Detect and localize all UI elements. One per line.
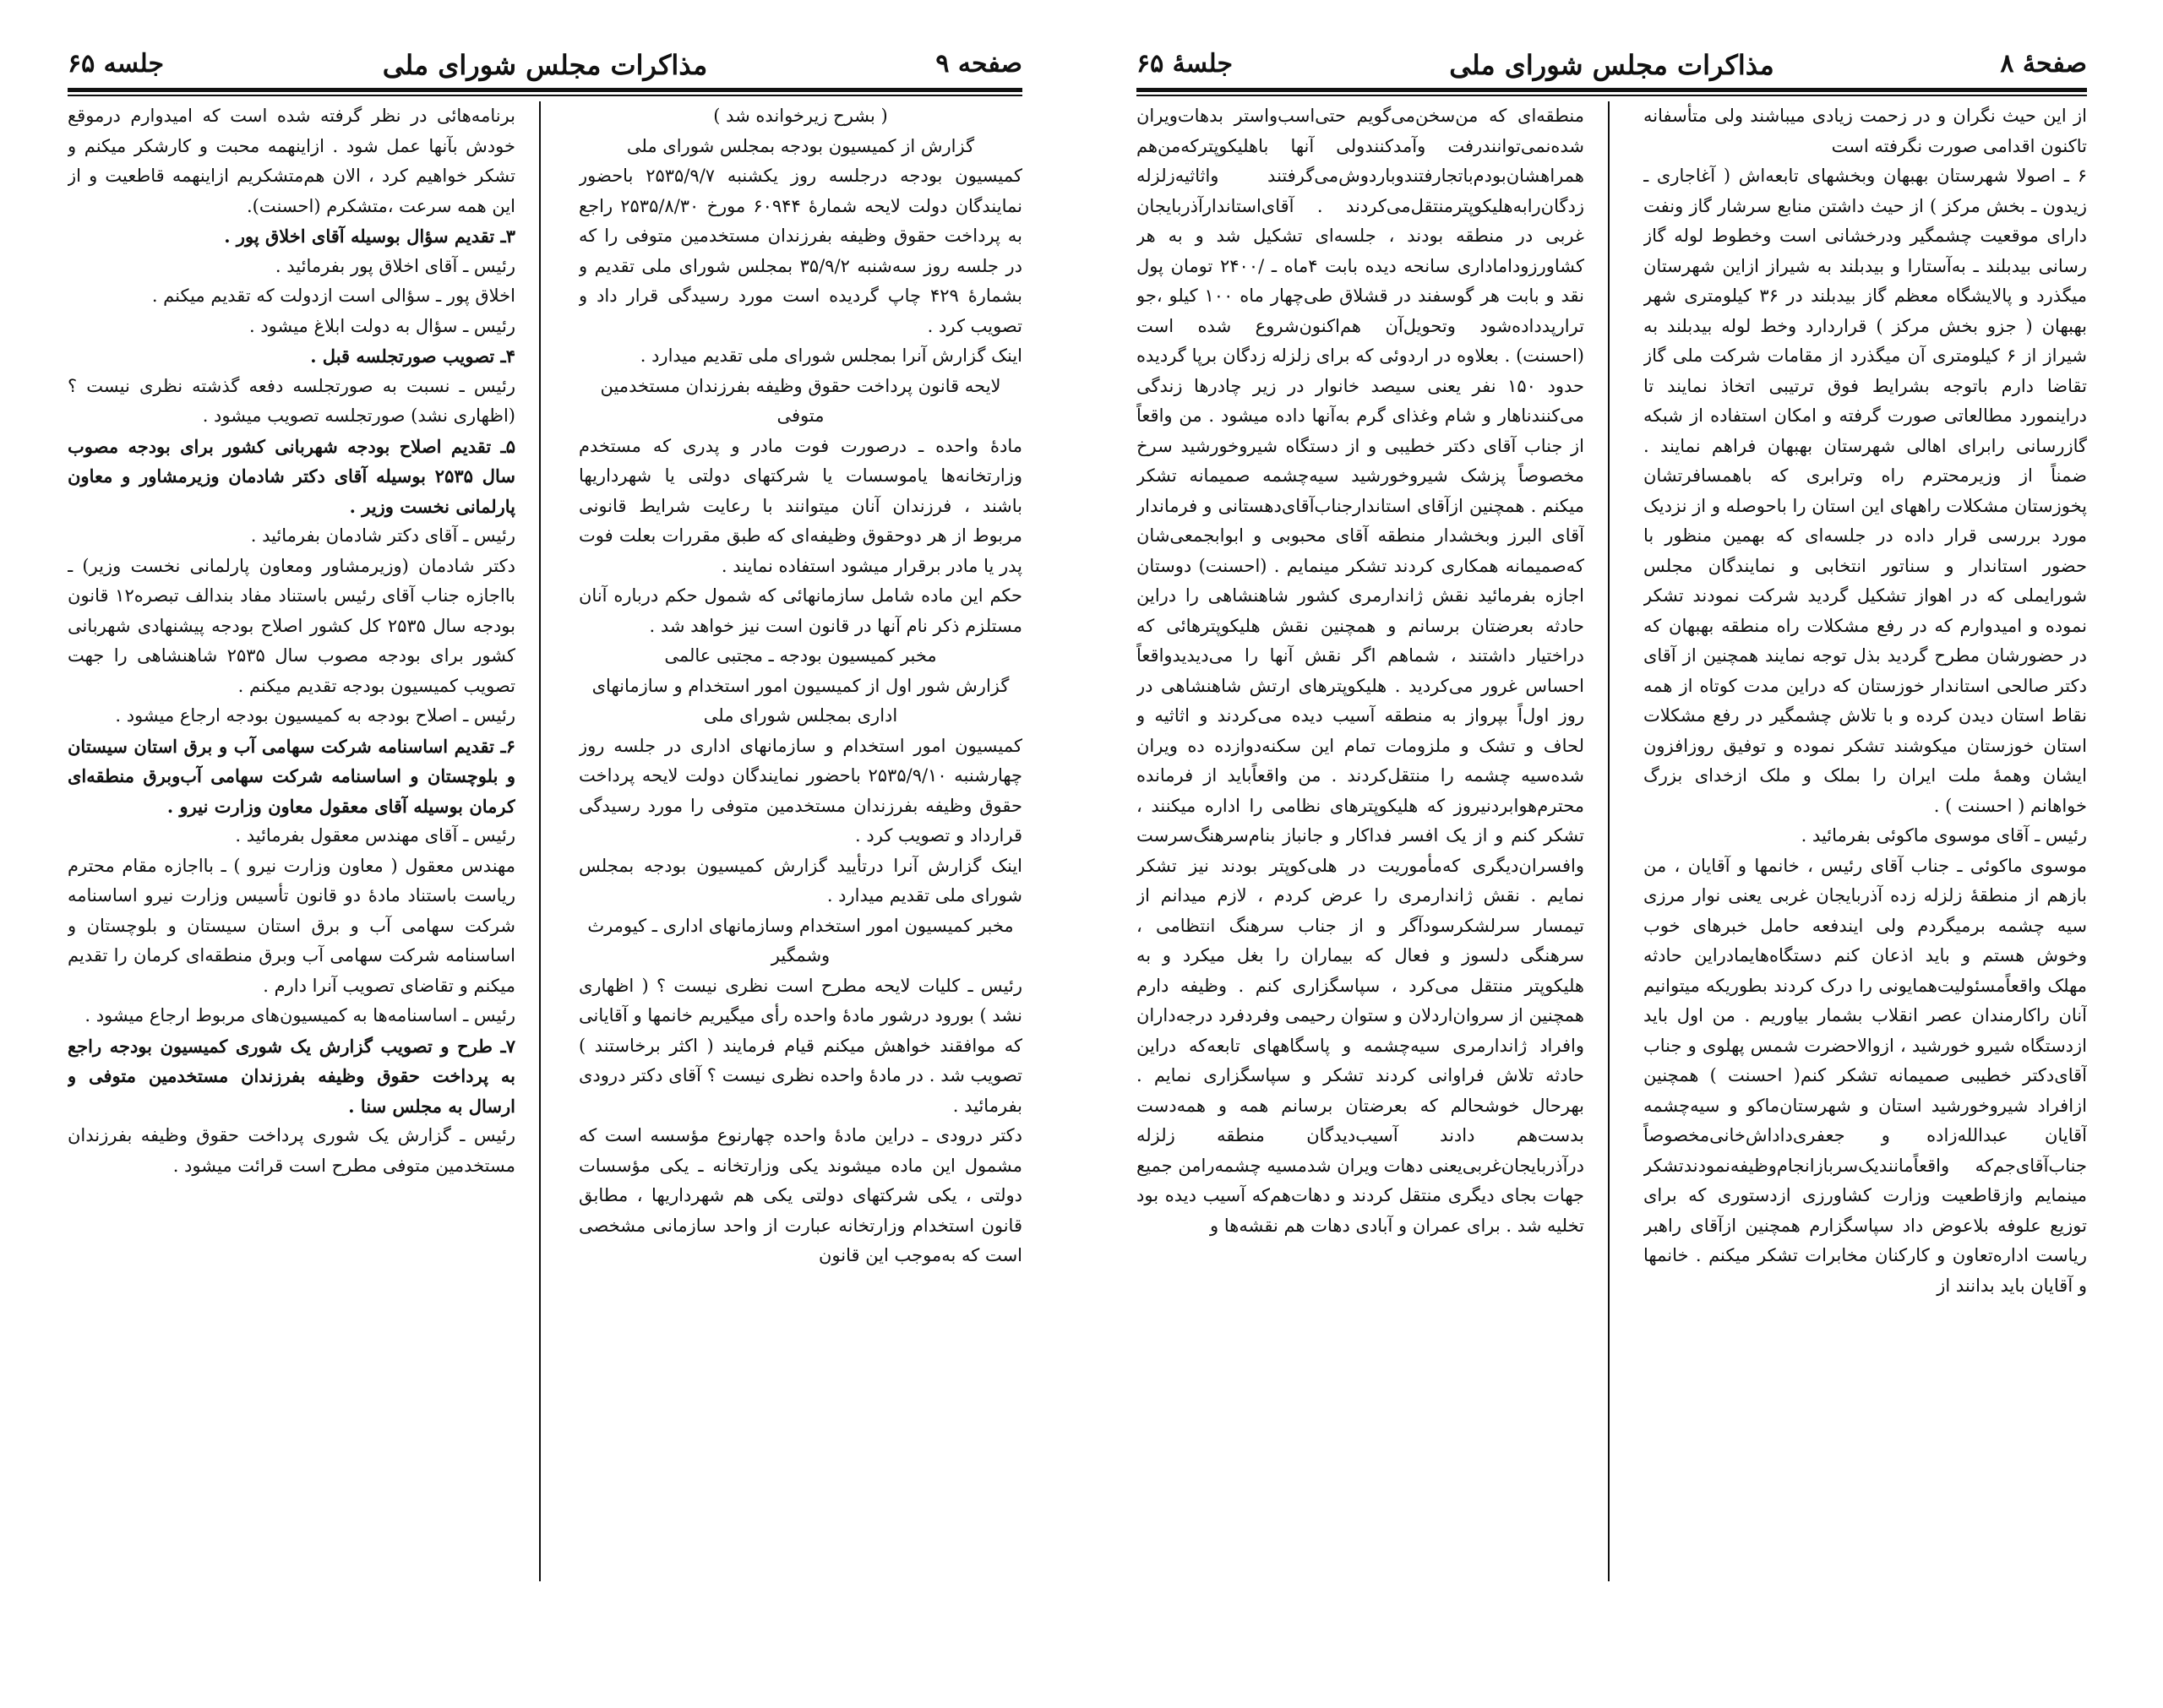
text-column-right [1643,101,2087,1581]
column-divider [1608,101,1610,1581]
paragraph: اخلاق پور ـ سؤالی است ازدولت که تقدیم میکنم . [151,286,515,306]
paragraph: کمیسیون امور استخدام و سازمانهای اداری در جلسه روز چهارشنبه ۲۵۳۵/۹/۱۰ باحضور نمایندگان دولت لایحه پرداخت حقوق وظیفه بفرزندان مستخدمین متوفی را مورد رسیدگی قرارداد و تصویب کرد . [579,735,1022,846]
paragraph: رئیس ـ آقای اخلاق پور بفرمائید . [275,255,515,276]
header-rule-thin [68,95,1022,96]
paragraph: حکم این ماده شامل سازمانهائی که شمول حکم درباره آنان مستلزم ذکر نام آنها در قانون است نیز خواهد شد . [579,585,1022,636]
section-heading: ۴ـ تصویب صورتجلسه قبل . [310,345,515,367]
paragraph: لایحه قانون پرداخت حقوق وظیفه بفرزندان مستخدمین متوفی [600,375,1001,426]
page-8 [1136,0,2087,1708]
paragraph: رئیس ـ نسبت به صورتجلسه دفعه گذشته نظری نیست ؟(اظهاری نشد) صورتجلسه تصویب میشود . [68,375,515,426]
text-column-left [68,101,515,1581]
paragraph: رئیس ـ سؤال به دولت ابلاغ میشود . [248,315,515,336]
section-heading: ۶ـ تقدیم اساسنامه شرکت سهامی آب و برق استان سیستان و بلوچستان و اساسنامه شرکت سهامی آب‌وبرق منطقه‌ای کرمان بوسیله آقای معقول معاون وزارت نیرو . [68,735,515,817]
text-column-right [579,101,1022,1581]
paragraph: رئیس ـ آقای دکتر شادمان بفرمائید . [250,525,515,546]
paragraph: رئیس ـ گزارش یک شوری پرداخت حقوق وظیفه بفرزندان مستخدمین متوفی مطرح است قرائت میشود . [68,1125,515,1176]
header-rule-thin [1136,95,2087,96]
paragraph: رئیس ـ آقای مهندس معقول بفرمائید . [235,825,515,846]
paragraph: اینک گزارش آنرا بمجلس شورای ملی تقدیم میدارد . [640,345,1022,366]
paragraph: مخبر کمیسیون امور استخدام وسازمانهای اداری ـ کیومرث وشمگیر [587,915,1014,966]
header-rule [68,88,1022,92]
paragraph: برنامه‌هائی در نظر گرفته شده است که امیدوارم درموقع خودش بآنها عمل شود . ازاینهمه محبت و کارشکر میکنم و تشکر خواهیم کرد ، الان هم‌متشکریم ازاینهمه قاطعیت و از این همه سرعت ،متشکرم (احسنت). [68,106,515,216]
section-heading: ۷ـ طرح و تصویب گزارش یک شوری کمیسیون بودجه راجع به پرداخت حقوق وظیفه بفرزندان مستخدمین متوفی و ارسال به مجلس سنا . [68,1035,515,1117]
running-title: مذاکرات مجلس شورای ملی [1449,49,1774,81]
page-header [1136,44,2087,95]
paragraph: مادهٔ واحده ـ درصورت فوت مادر و پدری که مستخدم وزارتخانه‌ها یاموسسات یا شرکتهای دولتی یا شهرداریها باشند ، فرزندان آنان میتوانند با رعایت شرایط قانونی مربوط از هر دوحقوق وظیفه‌ای که طبق مقررات بعلت فوت پدر یا مادر برقرار میشود استفاده نمایند . [579,435,1022,576]
page-number: صفحه ۹ [935,49,1022,79]
paragraph: مهندس معقول ( معاون وزارت نیرو ) ـ بااجازه مقام محترم ریاست باستناد مادهٔ دو قانون تأسیس وزارت نیرو اساسنامه شرکت سهامی آب و برق استان سیستان و بلوچستان و اساسنامه شرکت سهامی آب وبرق منطقه‌ای کرمان را تقدیم میکنم و تقاضای تصویب آنرا دارم . [68,855,515,996]
section-heading: ۵ـ تقدیم اصلاح بودجه شهربانی کشور برای بودجه مصوب سال ۲۵۳۵ بوسیله آقای دکتر شادمان وزیرمشاور و معاون پارلمانی نخست وزیر . [68,435,515,517]
page-header [68,44,1022,95]
paragraph: رئیس ـ اصلاح بودجه به کمیسیون بودجه ارجاع میشود . [115,705,515,726]
section-heading: ۳ـ تقدیم سؤال بوسیله آقای اخلاق پور . [224,226,515,247]
paragraph: ۶ ـ اصولا شهرستان بهبهان وبخشهای تابعه‌اش ( آغاجاری ـ زیدون ـ بخش مرکز ) از حیث داشتن منابع سرشار گاز ونفت دارای موقعیت چشمگیر ودرخشانی است وخطوط لوله گاز رسانی بیدبلند ـ به‌آستارا و بیدبلند به شیراز ازاین شهرستان میگذرد و پالایشگاه معظم گاز بیدبلند در ۳۶ کیلومتری شهر بهبهان ( جزو بخش مرکز ) قراردارد وخط لوله بیدبلند به شیراز از ۶ کیلومتری آن میگذرد از مقامات شرکت ملی گاز تقاضا دارم باتوجه بشرایط فوق ترتیبی اتخاذ نمایند تا دراینمورد مطالعاتی صورت گرفته و امکان استفاده از شبکه گازرسانی رابرای اهالی شهرستان بهبهان فراهم نمایند . ضمناً از وزیرمحترم راه وترابری که باهمسافرتشان پخوزستان مشکلات راههای این استان را باحوصله و از نزدیک مورد بررسی قرار داده در جلسه‌ای که بهمین منظور با حضور استاندار و سناتور انتخابی و نمایندگان مجلس شورایملی که در اهواز تشکیل گردید شرکت نمودند تشکر نموده و امیدوارم که در رفع مشکلات راه منطقه بهبهان که در حضورشان مطرح گردید بذل توجه نمایند همچنین از آقای دکتر صالحی استاندار خوزستان که دراین مدت کوتاه از همه نقاط استان دیدن کرده و با تلاش چشمگیر در رفع مشکلات استان خوزستان میکوشند تشکر نموده و توفیق روزافزون ایشان وهمهٔ ملت ایران را بملک و ملک ازخدای بزرگ خواهانم ( احسنت ) . [1643,166,2087,816]
session-number: جلسهٔ ۶۵ [1136,49,1234,79]
paragraph: کمیسیون بودجه درجلسه روز یکشنبه ۲۵۳۵/۹/۷ باحضور نمایندگان دولت لایحه شمارهٔ ۶۰۹۴۴ مورخ ۲۵۳۵/۸/۳۰ راجع به پرداخت حقوق وظیفه بفرزندان مستخدمین متوفی را که در جلسه روز سه‌شنبه ۳۵/۹/۲ بمجلس شورای ملی تقدیم و بشمارهٔ ۴۲۹ چاپ گردیده است مورد رسیدگی قرار داد و تصویب کرد . [579,166,1022,336]
paragraph: دکتر شادمان (وزیرمشاور ومعاون پارلمانی نخست وزیر) ـ بااجازه جناب آقای رئیس باستناد مفاد بندالف تبصره۱۲ قانون بودجه سال ۲۵۳۵ کل کشور اصلاح بودجه پیشنهادی شهربانی کشور برای بودجه مصوب سال ۲۵۳۵ شاهنشاهی را جهت تصویب کمیسیون بودجه تقدیم میکنم . [68,555,515,696]
column-divider [539,101,541,1581]
header-rule [1136,88,2087,92]
paragraph: گزارش شور اول از کمیسیون امور استخدام و سازمانهای اداری بمجلس شورای ملی [591,675,1010,726]
paragraph: دکتر درودی ـ دراین مادهٔ واحده چهارنوع مؤسسه است که مشمول این ماده میشوند یکی وزارتخانه ـ یکی مؤسسات دولتی ، یکی شرکتهای دولتی یکی هم شهرداریها ، مطابق قانون استخدام وزارتخانه عبارت از واحد سازمانی مشخصی است که به‌موجب این قانون [579,1125,1022,1265]
page-number: صفحهٔ ۸ [2000,49,2087,79]
running-title: مذاکرات مجلس شورای ملی [382,49,708,81]
paragraph: اینک گزارش آنرا درتأیید گزارش کمیسیون بودجه بمجلس شورای ملی تقدیم میدارد . [579,855,1022,906]
paragraph: گزارش از کمیسیون بودجه بمجلس شورای ملی [626,135,975,156]
paragraph: از این حیث نگران و در زحمت زیادی میباشند ولی متأسفانه تاکنون اقدامی صورت نگرفته است [1643,106,2087,156]
paragraph: موسوی ماکوئی ـ جناب آقای رئیس ، خانمها و آقایان ، من بازهم از منطقهٔ زلزله زده آذربایجان غربی یعنی نوار مرزی سیه چشمه برمیگردم ولی ایندفعه حامل خبرهای خوب وخوش هستم و باید اذعان کنم دستگاه‌هایمادراین حادثه مهلک واقعاًمسئولیت‌همایونی را درک کردند بطوریکه میتوانیم آنان راکارمندان عصر انقلاب بشمار بیاوریم . من اول باید ازدستگاه شیرو خورشید ، ازوالاحضرت شمس پهلوی و جناب آقای‌دکتر خطیبی صمیمانه تشکر کنم( احسنت ) همچنین ازافراد شیروخورشید استان و شهرستان‌ماکو و سیه‌چشمه آقایان عبدالله‌زاده و جعفری‌داداش‌خانی‌مخصوصاً جناب‌آقای‌جم‌که واقعاًمانندیک‌سرباز‌انجام‌وظیفه‌نمودند‌تشکر مینمایم وازقاطعیت وزارت کشاورزی ازدستوری که برای توزیع علوفه بلاعوض داد سپاسگزارم همچنین ازآقای راهبر ریاست اداره‌تعاون و کارکنان مخابرات تشکر میکنم . خانمها و آقایان باید بدانند از [1643,855,2087,1296]
paragraph: مخبر کمیسیون بودجه ـ مجتبی عالمی [664,645,937,666]
text-column-left [1136,101,1584,1581]
paragraph: رئیس ـ آقای موسوی ماکوئی بفرمائید . [1801,825,2087,846]
paragraph: منطقه‌ای که من‌سخن‌می‌گویم حتی‌اسب‌واستر بدهات‌ویران شده‌نمی‌توانندرفت وآمدکنندولی آنها باهلیکوپترکه‌من‌هم همراهشان‌بودم‌باتجارفتندوباردوش‌می‌گرفتند واثاثیه‌زلزله زدگان‌رابه‌هلیکوپترمنتقل‌می‌کردند . آقای‌استاندارآذربایجان غربی در منطقه بودند ، جلسه‌ای تشکیل شد و به هر کشاورزوداماداری سانحه دیده بابت ۴ماه ـ /۲۴۰۰ تومان پول نقد و بابت هر گوسفند در قشلاق طی‌چهار ماه ۱۰۰ کیلو ،جو ترارپدداده‌شود وتحویل‌آن هم‌اکنون‌شروع شده است (احسنت) . بعلاوه در اردوئی که برای زلزله زدگان برپا گردیده حدود ۱۵۰ نفر یعنی سیصد خانوار در زیر چادرها زندگی می‌کنندناهار و شام وغذای گرم به‌آنها داده میشود . من واقعاً از جناب آقای دکتر خطیبی و از دستگاه شیروخورشید سرخ مخصوصاً پزشک شیروخورشید سیه‌چشمه صمیمانه تشکر میکنم . همچنین ازآقای استاندارجناب‌آقای‌دهستانی و فرماندار آقای البرز وبخشدار منطقه آقای محبوبی و ابوابجمعی‌شان که‌صمیمانه همکاری کردند تشکر مینمایم . (احسنت) دوستان اجازه بفرمائید نقش ژاندارمری کشور شاهنشاهی را دراین حادثه بعرضتان برسانم و همچنین نقش هلیکوپترهائی که دراختیار داشتند ، شماهم اگر نقش آنها را می‌دیدیدواقعاً احساس غرور می‌کردید . هلیکوپترهای ارتش شاهنشاهی در روز اول‌اً بپرواز به منطقه آسیب دیده می‌کردند و اثاثیه و لحاف و تشک و ملزومات تمام این سکنه‌دوازده ده ویران شده‌سیه چشمه را منتقل‌کردند . من واقعاًباید از فرمانده محترم‌هوابردنیروز که هلیکوپترهای نظامی را اداره میکنند ، تشکر کنم و از یک افسر فداکار و جانباز بنام‌سرهنگ‌سرست وافسران‌دیگری که‌مأموریت در هلی‌کوپتر بودند نیز تشکر نمایم . نقش ژاندارمری را عرض کردم ، لازم میدانم از تیمسار سرلشکرسودآگر و از جناب سرهنگ انتظامی ، سرهنگی دلسوز و فعال که بیماران را بغل میکرد و به هلیکوپتر منتقل می‌کرد ، سپاسگزاری کنم . وظیفه دارم همچنین از سروان‌اردلان و ستوان رحیمی وفردفرد درجه‌داران وافراد ژاندارمری سیه‌چشمه و پاسگاههای تابعه‌که دراین حادثه تلاش فراوانی کردند تشکر و سپاسگزاری نمایم . بهرحال خوشحالم که بعرضتان برسانم همه و همه‌دست بدست‌هم دادند آسیب‌دیدگان منطقه زلزله درآذربایجان‌غربی‌یعنی دهات ویران شدمسیه چشمه‌رامن جمیع جهات بجای دیگری منتقل کردند و دهات‌هم‌که آسیب دیده بود تخلیه شد . برای عمران و آبادی دهات هم نقشه‌ها و [1136,106,1584,1236]
paragraph: رئیس ـ اساسنامه‌ها به کمیسیون‌های مربوط ارجاع میشود . [84,1005,515,1025]
session-number: جلسه ۶۵ [68,49,165,79]
paragraph: ( بشرح زیرخوانده شد ) [713,106,888,126]
paragraph: رئیس ـ کلیات لایحه مطرح است نظری نیست ؟ ( اظهاری نشد ) بورود درشور مادهٔ واحده رأی میگیریم خانمها و آقایانی که موافقند خواهش میکنم قیام فرمایند ( اکثر برخاستند ) تصویب شد . در مادهٔ واحده نظری نیست ؟ آقای دکتر درودی بفرمائید . [579,975,1022,1116]
page-9 [68,0,1022,1708]
